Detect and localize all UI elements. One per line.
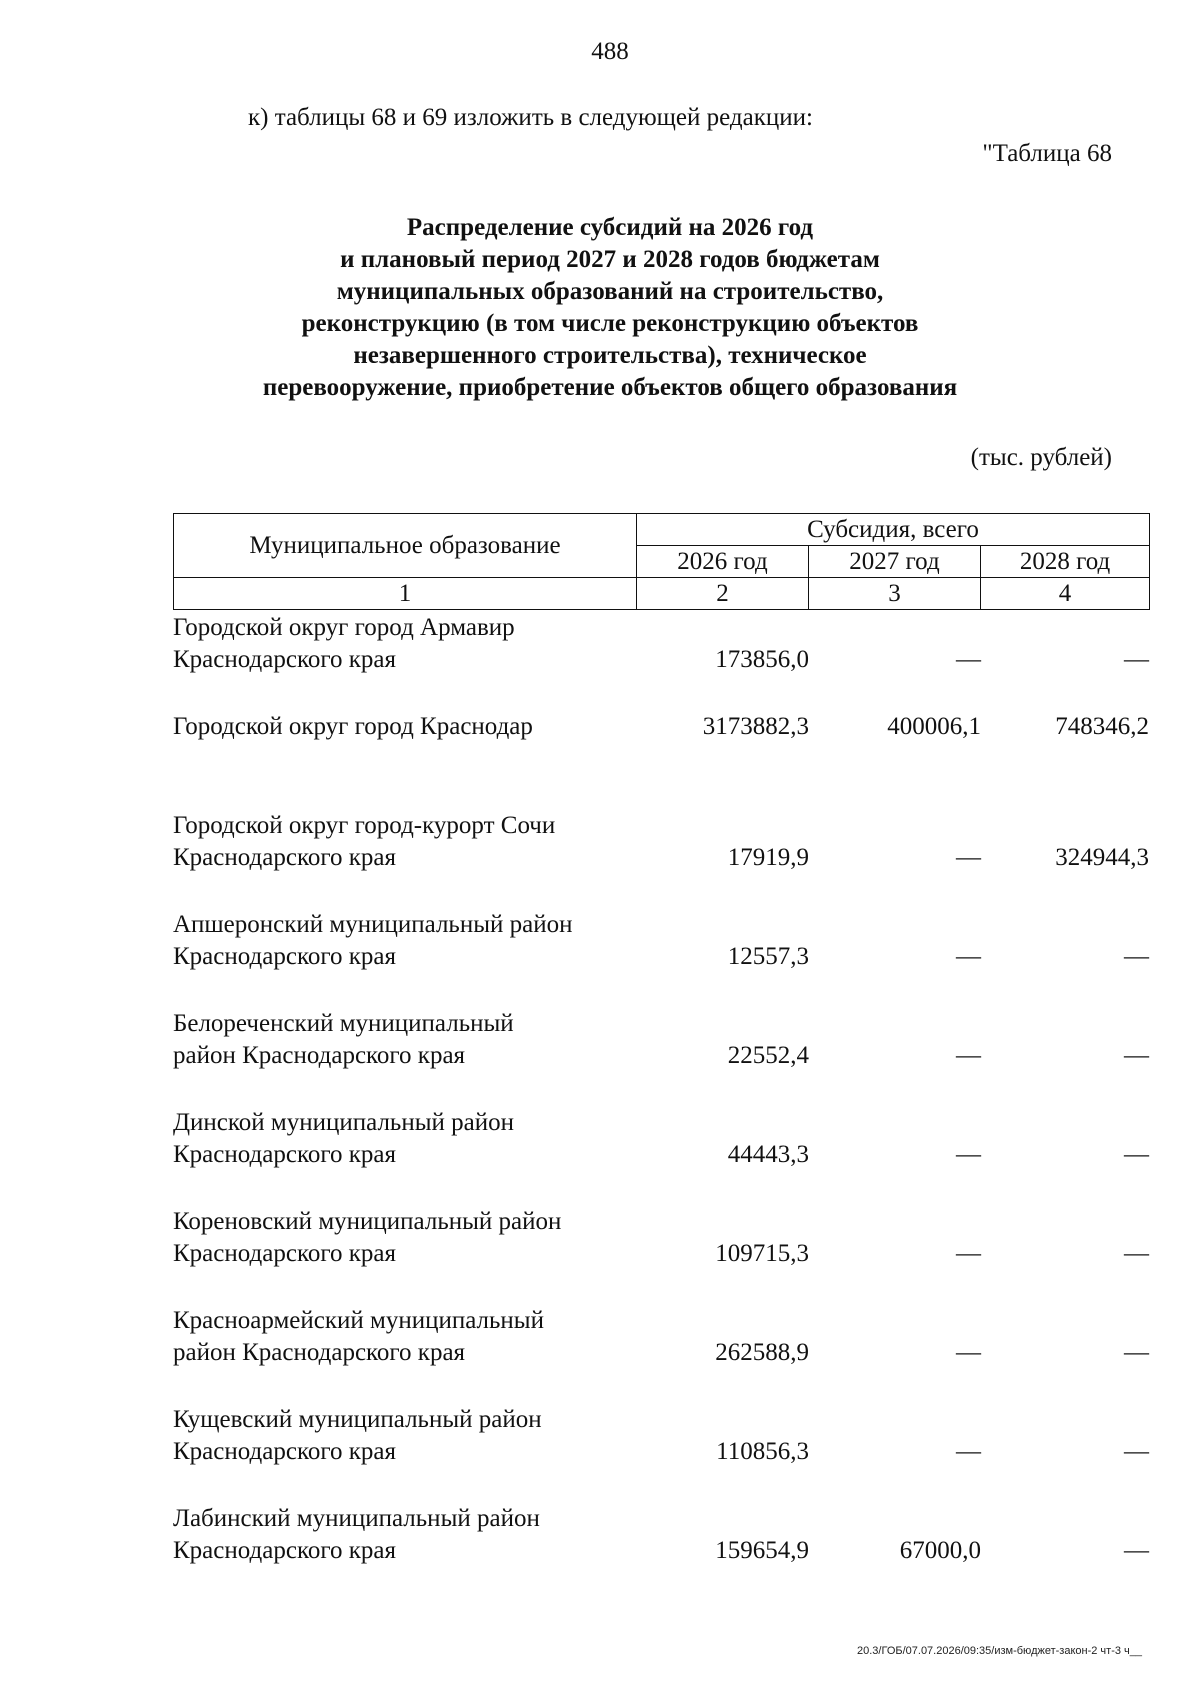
value-2026: 12557,3 [727,943,809,970]
value-2028: — [1124,646,1149,673]
column-number: 1 [174,578,637,610]
municipality-name [173,1503,643,1567]
value-2026: 159654,9 [715,1537,809,1564]
title-line: реконструкцию (в том числе реконструкцию объектов [301,310,919,337]
column-number: 3 [809,578,981,610]
municipality-name [173,612,643,676]
municipality-name [173,1206,643,1270]
intro-text: к) таблицы 68 и 69 изложить в следующей редакции: [248,104,813,131]
value-2026: 110856,3 [716,1438,809,1465]
value-2028: 748346,2 [1055,713,1149,740]
table-title [180,212,1040,404]
value-2026: 173856,0 [715,646,809,673]
municipality-name [173,909,643,973]
title-line: муниципальных образований на строительство, [336,278,884,305]
value-2027: — [956,1339,981,1366]
value-2026: 44443,3 [727,1141,809,1168]
footer-stamp: 20.3/ГОБ/07.07.2026/09:35/изм-бюджет-закон-2 чт-3 ч__ [857,1645,1142,1657]
value-2027: — [956,943,981,970]
column-number: 2 [637,578,809,610]
value-2028: — [1124,1240,1149,1267]
table-row [173,1008,1149,1107]
value-2027: — [956,1141,981,1168]
title-line: Распределение субсидий на 2026 год [406,214,814,241]
value-2028: — [1124,1042,1149,1069]
municipality-name-line: Динской муниципальный район [173,1109,514,1136]
value-2028: — [1124,1438,1149,1465]
municipality-name-line: Краснодарского края [173,943,396,970]
value-2026: 17919,9 [727,844,809,871]
value-2028: — [1124,1537,1149,1564]
value-2027: 67000,0 [899,1537,981,1564]
header-subsidy-total: Субсидия, всего [637,514,1150,546]
table-row [173,711,1149,810]
municipality-name [173,711,643,743]
value-2026: 262588,9 [715,1339,809,1366]
municipality-name-line: Краснодарского края [173,646,396,673]
header-year-2027: 2027 год [809,546,981,578]
municipality-name [173,1305,643,1369]
table-header [173,513,1150,610]
municipality-name-line: Краснодарского края [173,844,396,871]
title-line: перевооружение, приобретение объектов общего образования [262,374,958,401]
municipality-name-line: Краснодарского края [173,1537,396,1564]
value-2027: — [956,1042,981,1069]
column-number: 4 [981,578,1150,610]
value-2027: — [956,844,981,871]
value-2026: 3173882,3 [702,713,809,740]
municipality-name-line: Кореновский муниципальный район [173,1208,562,1235]
value-2027: — [956,1438,981,1465]
table-row [173,810,1149,909]
table-row [173,612,1149,711]
municipality-name [173,1008,643,1072]
municipality-name-line: Городской округ город-курорт Сочи [173,812,556,839]
header-municipality: Муниципальное образование [174,514,637,578]
value-2027: 400006,1 [887,713,981,740]
value-2027: — [956,1240,981,1267]
municipality-name-line: Лабинский муниципальный район [173,1505,540,1532]
table-row [173,909,1149,1008]
municipality-name-line: Кущевский муниципальный район [173,1406,542,1433]
municipality-name [173,1404,643,1468]
municipality-name-line: Краснодарского края [173,1141,396,1168]
value-2028: 324944,3 [1055,844,1149,871]
municipality-name-line: Городской округ город Краснодар [173,713,533,740]
header-year-2028: 2028 год [981,546,1150,578]
table-row [173,1305,1149,1404]
municipality-name-line: Городской округ город Армавир [173,614,515,641]
value-2026: 109715,3 [715,1240,809,1267]
unit-label: (тыс. рублей) [970,444,1112,471]
table-body [173,612,1149,1602]
value-2027: — [956,646,981,673]
municipality-name-line: район Краснодарского края [173,1042,466,1069]
page-number: 488 [591,38,629,65]
value-2028: — [1124,1141,1149,1168]
header-year-2026: 2026 год [637,546,809,578]
table-row [173,1107,1149,1206]
table-row [173,1503,1149,1602]
table-row [173,1206,1149,1305]
municipality-name [173,1107,643,1171]
value-2026: 22552,4 [727,1042,809,1069]
municipality-name-line: Краснодарского края [173,1240,396,1267]
value-2028: — [1124,943,1149,970]
title-line: и плановый период 2027 и 2028 годов бюджетам [340,246,880,273]
title-line: незавершенного строительства), техническое [353,342,867,369]
municipality-name-line: Краснодарского края [173,1438,396,1465]
table-label: "Таблица 68 [982,140,1112,167]
municipality-name-line: Белореченский муниципальный [173,1010,514,1037]
value-2028: — [1124,1339,1149,1366]
table-row [173,1404,1149,1503]
municipality-name-line: район Краснодарского края [173,1339,466,1366]
municipality-name [173,810,643,874]
municipality-name-line: Апшеронский муниципальный район [173,911,573,938]
municipality-name-line: Красноармейский муниципальный [173,1307,544,1334]
